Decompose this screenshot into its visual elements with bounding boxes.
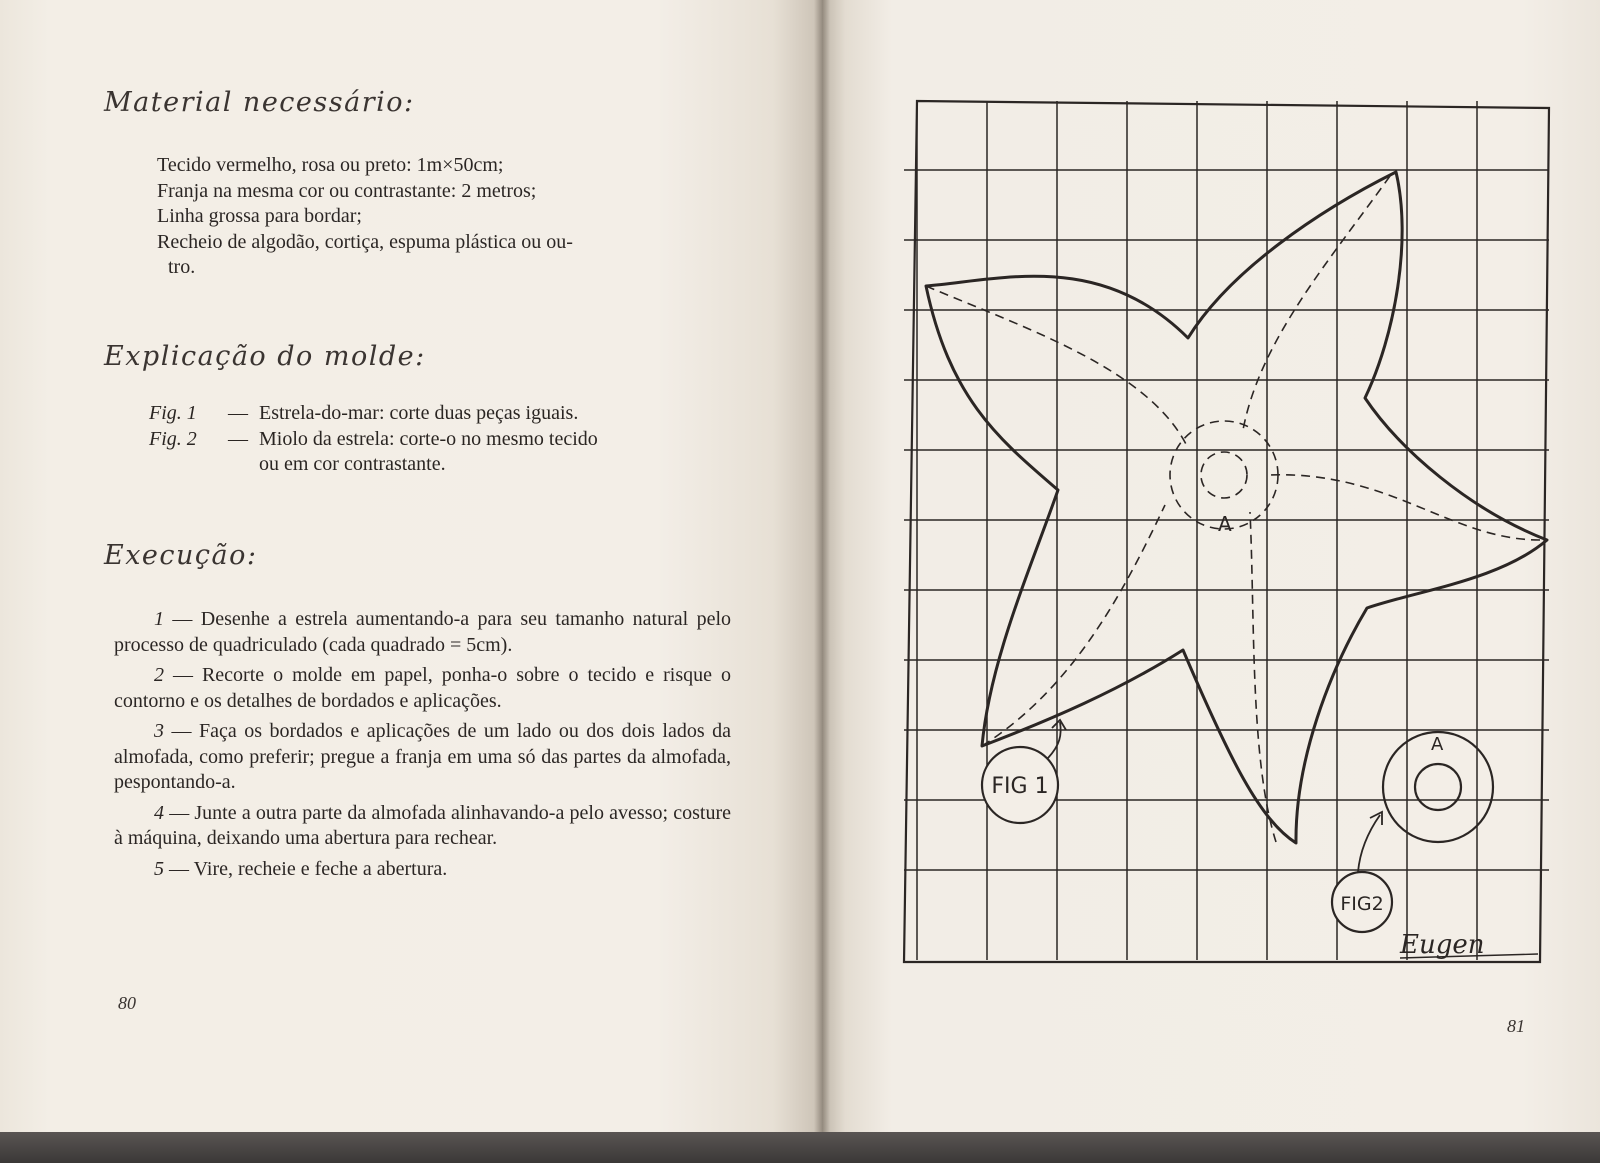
step-3 [114,719,731,796]
starfish-pattern-diagram [880,80,1560,980]
fig-2-callout-label: FIG2 [1340,893,1384,915]
fig-2-dash: — [228,428,248,450]
fig-1-dash: — [228,402,248,424]
fig-1-line [0,401,800,427]
material-item: Recheio de algodão, cortiça, espuma plástica ou ou- [157,230,573,253]
left-page-number: 80 [118,993,136,1013]
fig-1-callout-label: FIG 1 [991,774,1049,799]
step-5 [114,857,731,883]
fig-1-desc: Estrela-do-mar: corte duas peças iguais. [259,402,579,424]
fig-1-label: Fig. 1 [149,402,197,424]
book-gutter [814,0,830,1132]
material-item: Linha grossa para bordar; [157,205,362,227]
step-1 [114,607,731,658]
step-4 [114,801,731,852]
fig-2-desc-line-1: Miolo da estrela: corte-o no mesmo tecido [259,428,598,450]
execucao-heading: Execução: [104,540,258,571]
step-number: 4 [154,801,164,824]
illustrator-signature: Eugen [1400,930,1485,960]
right-page-number: 81 [1507,1016,1525,1036]
step-text: — Recorte o molde em papel, ponha-o sobre o tecido e risque o contorno e os detalhes de bordados e aplicações. [114,664,731,712]
material-item: Franja na mesma cor ou contrastante: 2 metros; [157,179,537,202]
step-text: — Desenhe a estrela aumentando-a para seu tamanho natural pelo processo de quadriculado (cada quadrado = 5cm). [114,608,731,656]
steps-list [114,607,731,887]
step-number: 2 [154,664,164,686]
fig-2-label: Fig. 2 [149,428,197,450]
fig-2-line [0,427,800,479]
step-number: 5 [154,857,164,880]
center-point-label: A [1218,512,1232,536]
fig-2-arrow [1358,812,1382,872]
step-text: — Faça os bordados e aplicações de um lado ou dos dois lados da almofada, como preferir; pregue a franja em uma só das partes da almofada, pespontando-a. [114,720,731,793]
material-heading: Material necessário: [104,87,415,118]
fig-2-piece-inner [1415,764,1461,810]
material-item-continuation: tro. [168,256,196,278]
fig-2-desc-line-2: ou em cor contrastante. [259,453,446,475]
step-text: — Vire, recheie e feche a abertura. [169,857,448,880]
fig-2-point-label: A [1431,734,1444,755]
step-2 [114,663,731,714]
step-number: 1 [154,608,164,630]
material-item: Tecido vermelho, rosa ou preto: 1m×50cm; [157,154,504,176]
material-list [157,153,732,281]
step-number: 3 [154,720,164,742]
step-text: — Junte a outra parte da almofada alinhavando-a pelo avesso; costure à máquina, deixando uma abertura para rechear. [114,801,731,849]
scan-background-strip [0,1132,1600,1163]
starfish-outline [926,172,1547,843]
molde-heading: Explicação do molde: [104,341,426,372]
